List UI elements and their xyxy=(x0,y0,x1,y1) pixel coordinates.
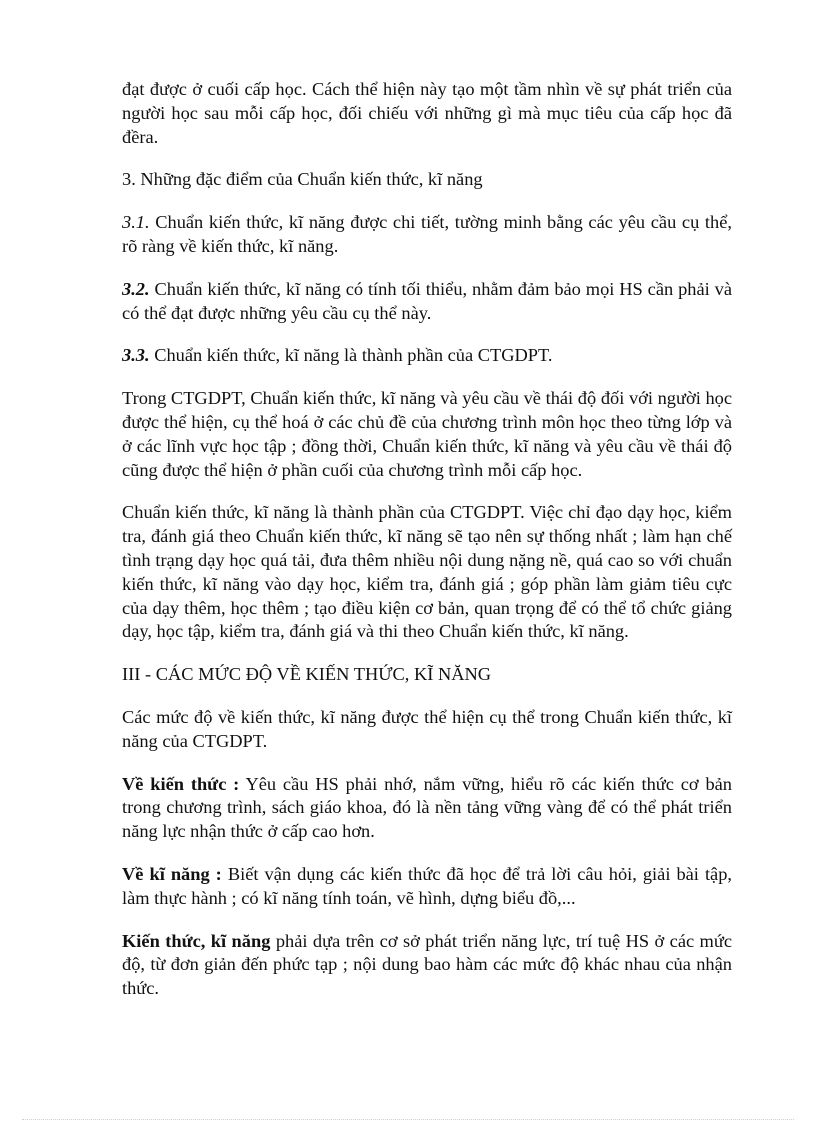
subsection-3-1-text: Chuẩn kiến thức, kĩ năng được chi tiết, tường minh bằng các yêu cầu cụ thể, rõ ràng về kiến thức, kĩ năng. xyxy=(122,212,732,256)
paragraph-chuan-kien-thuc: Chuẩn kiến thức, kĩ năng là thành phần của CTGDPT. Việc chỉ đạo dạy học, kiểm tra, đánh giá theo Chuẩn kiến thức, kĩ năng sẽ tạo nên sự thống nhất ; làm hạn chế tình trạng dạy học quá tải, đưa thêm nhiều nội dung nặng nề, quá cao so với chuẩn kiến thức, kĩ năng vào dạy học, kiểm tra, đánh giá ; góp phần làm giảm tiêu cực của dạy thêm, học thêm ; tạo điều kiện cơ bản, quan trọng để có thể tổ chức giảng dạy, học tập, kiểm tra, đánh giá và thi theo Chuẩn kiến thức, kĩ năng. xyxy=(122,502,732,642)
subsection-3-3-number: 3.3. xyxy=(122,345,150,366)
ve-kien-thuc-text: Yêu cầu HS phải nhớ, nắm vững, hiểu rõ các kiến thức cơ bản trong chương trình, sách giáo khoa, đó là nền tảng vững vàng để có thể phát triển năng lực nhận thức ở cấp cao hơn. xyxy=(122,773,732,842)
paragraph-trong-ctgdpt: Trong CTGDPT, Chuẩn kiến thức, kĩ năng và yêu cầu về thái độ đối với người học được thể hiện, cụ thể hoá ở các chủ đề của chương trình môn học theo từng lớp và ở các lĩnh vực học tập ; đồng thời, Chuẩn kiến thức, kĩ năng và yêu cầu về thái độ cũng được thể hiện ở phần cuối của chương trình mỗi cấp học. xyxy=(122,388,732,480)
kien-thuc-ki-nang-label: Kiến thức, kĩ năng xyxy=(122,930,271,951)
section-heading-3: 3. Những đặc điểm của Chuẩn kiến thức, kĩ năng xyxy=(122,169,483,190)
ve-ki-nang-text: Biết vận dụng các kiến thức đã học để trả lời câu hỏi, giải bài tập, làm thực hành ; có kĩ năng tính toán, vẽ hình, dựng biểu đồ,... xyxy=(122,863,733,908)
ve-kien-thuc-label: Về kiến thức : xyxy=(122,773,240,794)
kien-thuc-ki-nang-text: phải dựa trên cơ sở phát triển năng lực, trí tuệ HS ở các mức độ, từ đơn giản đến phức tạp ; nội dung bao hàm các mức độ khác nhau của nhận thức. xyxy=(122,930,732,999)
paragraph-cac-muc-do: Các mức độ về kiến thức, kĩ năng được thể hiện cụ thể trong Chuẩn kiến thức, kĩ năng của CTGDPT. xyxy=(122,706,732,751)
paragraph-ve-ki-nang xyxy=(122,863,732,911)
subsection-3-1-number: 3.1. xyxy=(122,212,150,233)
page-bottom-divider xyxy=(22,1119,794,1120)
paragraph-ve-kien-thuc xyxy=(122,773,732,844)
section-heading-iii: III - CÁC MỨC ĐỘ VỀ KIẾN THỨC, KĨ NĂNG xyxy=(122,664,492,685)
subsection-3-1 xyxy=(122,211,732,259)
ve-ki-nang-label: Về kĩ năng : xyxy=(122,863,222,884)
paragraph-intro: đạt được ở cuối cấp học. Cách thể hiện này tạo một tầm nhìn về sự phát triển của người học sau mỗi cấp học, đối chiếu với những gì mà mục tiêu của cấp học đã đềra. xyxy=(122,79,732,147)
subsection-3-2 xyxy=(122,278,732,326)
subsection-3-3-text: Chuẩn kiến thức, kĩ năng là thành phần của CTGDPT. xyxy=(149,345,553,366)
subsection-3-2-number: 3.2. xyxy=(122,278,150,299)
subsection-3-2-text: Chuẩn kiến thức, kĩ năng có tính tối thiểu, nhằm đảm bảo mọi HS cần phải và có thể đạt được những yêu cầu cụ thể này. xyxy=(122,278,732,323)
paragraph-kien-thuc-ki-nang xyxy=(122,930,732,1001)
subsection-3-3 xyxy=(122,344,732,368)
